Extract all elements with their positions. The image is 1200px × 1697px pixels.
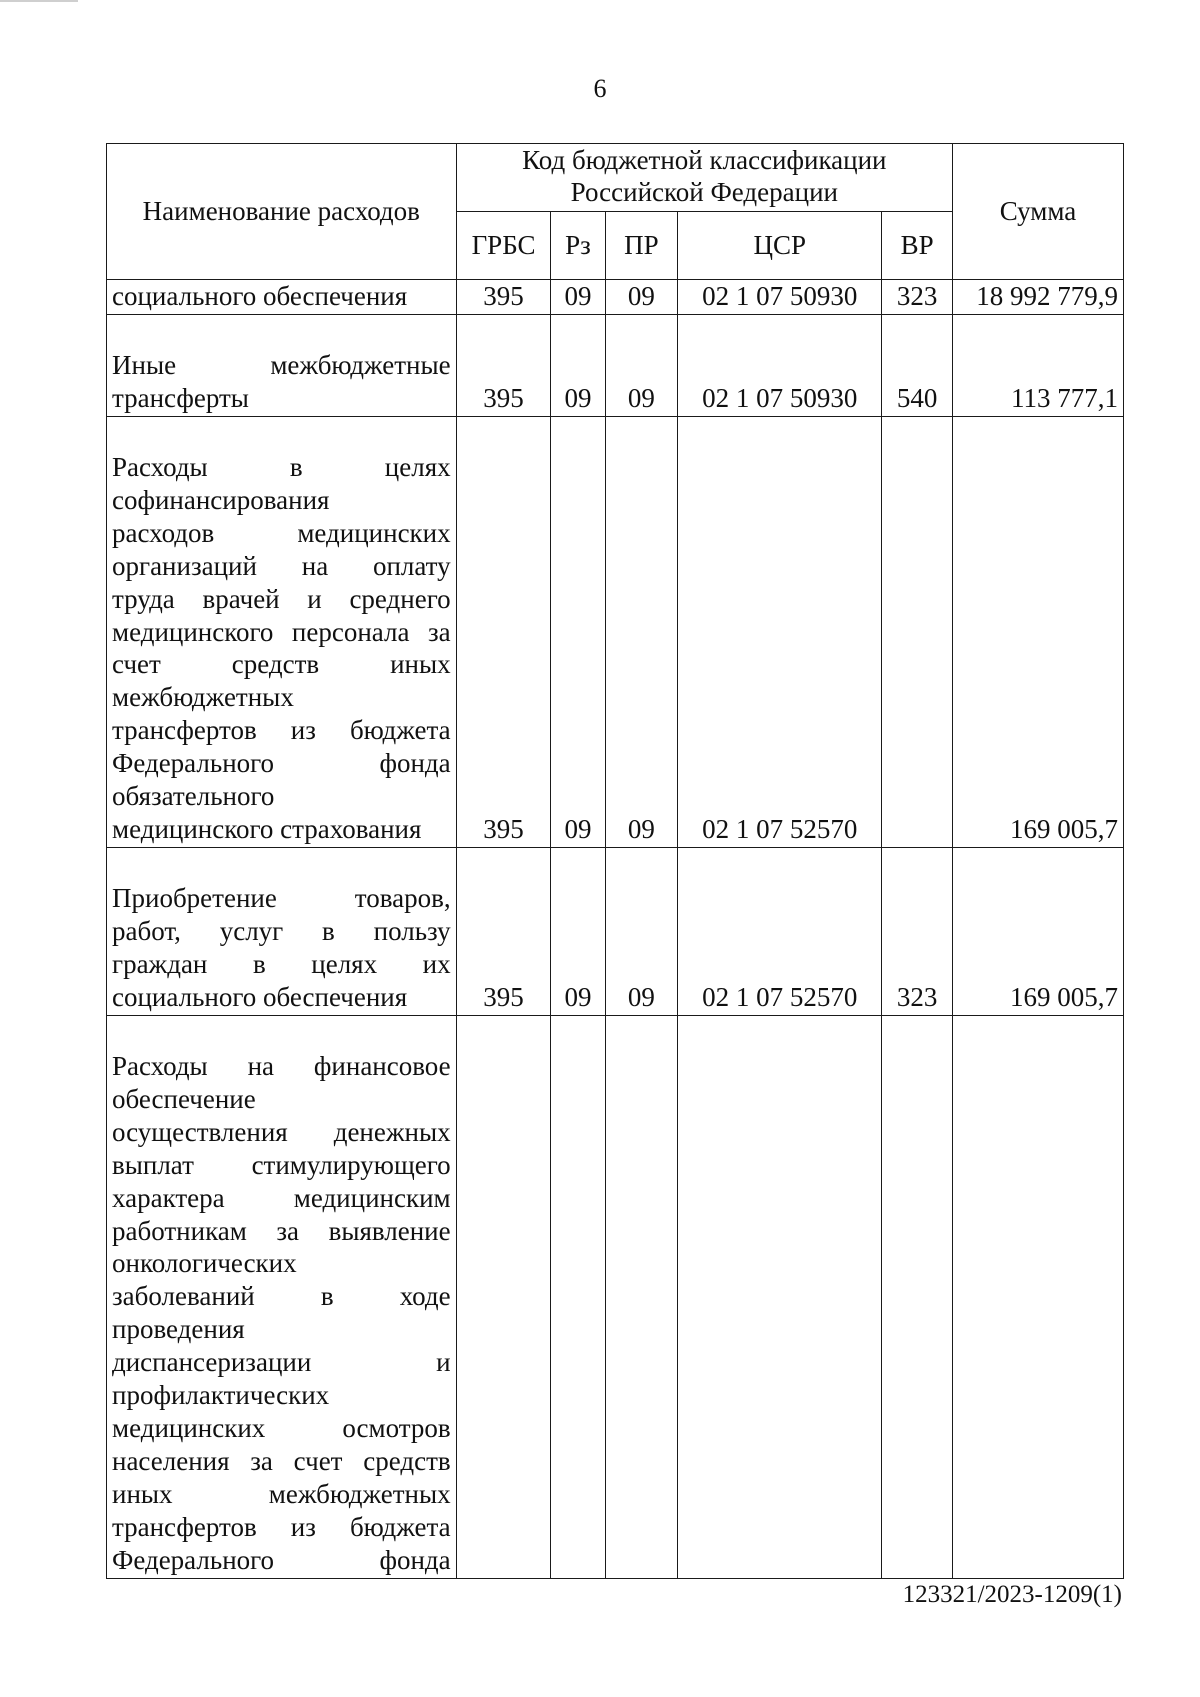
name-line: Расходы на финансовое [112,1050,451,1081]
name-line: счет средств иных [112,649,451,680]
row-grbs: 395 [456,314,551,416]
name-line: социального обеспечения [112,281,408,311]
row-sum: 169 005,7 [952,848,1123,1016]
name-line: межбюджетных [112,682,294,713]
name-line: характера медицинским [112,1182,451,1213]
name-line: расходов медицинских [112,517,451,548]
row-expense-name [107,1015,457,1578]
row-rz: 09 [551,416,605,847]
header-sum: Сумма [952,144,1123,280]
table-row [107,280,1124,315]
row-rz [551,1015,605,1578]
row-rz: 09 [551,280,605,315]
table-row [107,416,1124,847]
name-line: профилактических [112,1380,330,1411]
header-expense-name: Наименование расходов [107,144,457,280]
row-expense-name [107,280,457,315]
name-line: софинансирования [112,484,330,515]
row-sum: 169 005,7 [952,416,1123,847]
name-line: труда врачей и среднего [112,583,451,614]
row-grbs [456,1015,551,1578]
header-csr: ЦСР [678,212,882,280]
header-rz: Рз [551,212,605,280]
name-line: трансфертов из бюджета [112,1511,451,1542]
row-grbs: 395 [456,280,551,315]
row-expense-name [107,416,457,847]
header-pr: ПР [605,212,678,280]
row-vr [882,416,953,847]
row-pr [605,1015,678,1578]
name-line: выплат стимулирующего [112,1149,451,1180]
name-line: населения за счет средств [112,1446,451,1477]
row-csr: 02 1 07 50930 [678,314,882,416]
name-line: Федерального фонда [112,748,451,779]
name-line: медицинских осмотров [112,1413,451,1444]
row-pr: 09 [605,848,678,1016]
row-pr: 09 [605,314,678,416]
name-line: заболеваний в ходе [112,1281,451,1312]
row-pr: 09 [605,280,678,315]
row-grbs: 395 [456,416,551,847]
name-line: онкологических [112,1248,297,1279]
row-rz: 09 [551,848,605,1016]
name-line: граждан в целях их [112,948,451,979]
document-registration-number: 123321/2023-1209(1) [902,1581,1122,1608]
row-vr: 323 [882,848,953,1016]
row-sum: 18 992 779,9 [952,280,1123,315]
row-expense-name [107,848,457,1016]
name-line: Федерального фонда [112,1544,451,1575]
name-line: медицинского персонала за [112,616,451,647]
header-grbs: ГРБС [456,212,551,280]
name-line: иных межбюджетных [112,1479,451,1509]
table-row [107,848,1124,1016]
row-vr: 540 [882,314,953,416]
name-line: Расходы в целях [112,451,451,482]
name-line: обязательного [112,781,275,812]
name-line: обеспечение [112,1083,256,1114]
row-sum [952,1015,1123,1578]
name-line: Приобретение товаров, [112,883,451,914]
row-csr [678,1015,882,1578]
row-csr: 02 1 07 50930 [678,280,882,315]
row-csr: 02 1 07 52570 [678,416,882,847]
header-budget-classification-code: Код бюджетной классификации Российской Федерации [456,144,952,212]
budget-expenses-table [106,143,1124,1579]
row-expense-name [107,314,457,416]
name-line: проведения [112,1314,245,1345]
row-vr: 323 [882,280,953,315]
row-csr: 02 1 07 52570 [678,848,882,1016]
name-line: работникам за выявление [112,1215,451,1246]
row-vr [882,1015,953,1578]
name-line: медицинского страхования [112,814,422,845]
name-line: работ, услуг в пользу [112,916,451,946]
name-line: трансфертов из бюджета [112,715,451,746]
name-line: трансферты [112,382,249,413]
name-line: осуществления денежных [112,1116,451,1147]
scan-edge-mark [0,0,78,2]
page-number: 6 [593,74,607,103]
name-line: Иные межбюджетные [112,349,451,380]
table-row [107,1015,1124,1578]
row-rz: 09 [551,314,605,416]
name-line: диспансеризации и [112,1347,451,1378]
table-row [107,314,1124,416]
header-vr: ВР [882,212,953,280]
name-line: социального обеспечения [112,981,408,1012]
row-sum: 113 777,1 [952,314,1123,416]
row-grbs: 395 [456,848,551,1016]
name-line: организаций на оплату [112,550,451,581]
row-pr: 09 [605,416,678,847]
